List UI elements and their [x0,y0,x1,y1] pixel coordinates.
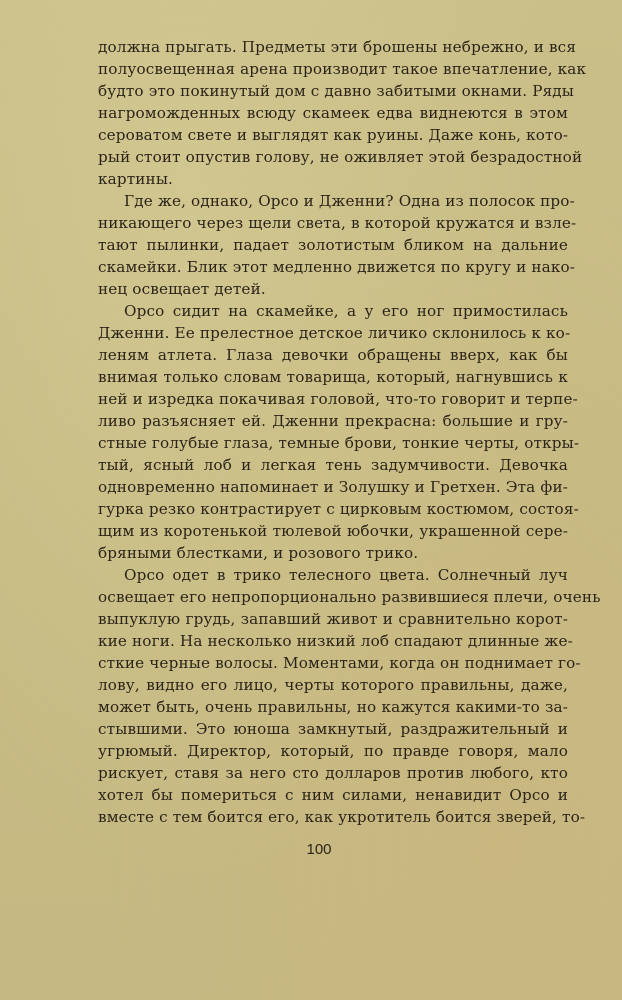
page-number: 100 [306,841,332,858]
text-line: внимая только словам товарища, который, нагнувшись к [98,368,568,386]
text-line: будто это покинутый дом с давно забитыми окнами. Ряды [98,82,575,100]
text-line: стывшими. Это юноша замкнутый, раздражительный и [98,720,568,738]
text-line: щим из коротенькой тюлевой юбочки, украшенной сере- [98,522,568,540]
text-line: освещает его непропорционально развившиеся плечи, очень [98,588,601,606]
text-line: кие ноги. На несколько низкий лоб спадают длинные же- [98,632,573,650]
text-line: Орсо одет в трико телесного цвета. Солнечный луч [124,566,568,584]
text-line: бряными блестками, и розового трико. [98,544,419,562]
text-line: рый стоит опустив голову, не оживляет этой безрадостной [98,148,583,166]
text-line: тают пылинки, падает золотистым бликом на дальние [98,236,568,254]
text-line: никающего через щели света, в которой кружатся и взле- [98,214,577,232]
text-line: тый, ясный лоб и легкая тень задумчивости. Девочка [98,456,568,474]
paragraph [98,190,577,300]
text-line: рискует, ставя за него сто долларов против любого, кто [98,764,568,782]
text-line: может быть, очень правильны, но кажутся какими-то за- [98,698,568,716]
text-line: хотел бы помериться с ним силами, ненавидит Орсо и [98,786,568,804]
text-line: леням атлета. Глаза девочки обращены вверх, как бы [98,346,568,364]
paragraph [98,300,580,564]
text-line: Где же, однако, Орсо и Дженни? Одна из полосок про- [124,192,575,210]
text-line: лову, видно его лицо, черты которого правильны, даже, [98,676,568,694]
text-line: Орсо сидит на скамейке, а у его ног примостилась [124,302,568,320]
text-line: вместе с тем боится его, как укротитель боится зверей, то- [98,808,586,826]
text-line: ливо разъясняет ей. Дженни прекрасна: большие и гру- [98,412,568,430]
page-text [98,36,601,828]
text-line: гурка резко контрастирует с цирковым костюмом, состоя- [98,500,579,518]
text-line: выпуклую грудь, запавший живот и сравнительно корот- [98,610,568,628]
text-line: полуосвещенная арена производит такое впечатление, как [98,60,587,78]
text-line: угрюмый. Директор, который, по правде говоря, мало [98,742,568,760]
text-line: должна прыгать. Предметы эти брошены небрежно, и вся [98,38,577,56]
text-line: нагроможденных всюду скамеек едва виднеются в этом [98,104,568,122]
text-line: Дженни. Ее прелестное детское личико склонилось к ко- [98,324,571,342]
text-line: стные голубые глаза, темные брови, тонкие черты, откры- [98,434,580,452]
text-line: сткие черные волосы. Моментами, когда он поднимает го- [98,654,581,672]
text-line: нец освещает детей. [98,280,266,298]
paragraph [98,564,601,828]
text-line: одновременно напоминает и Золушку и Гретхен. Эта фи- [98,478,568,496]
text-line: картины. [98,170,174,188]
paragraph [98,36,587,190]
text-line: сероватом свете и выглядят как руины. Даже конь, кото- [98,126,569,144]
text-line: ней и изредка покачивая головой, что-то говорит и терпе- [98,390,578,408]
text-line: скамейки. Блик этот медленно движется по кругу и нако- [98,258,576,276]
